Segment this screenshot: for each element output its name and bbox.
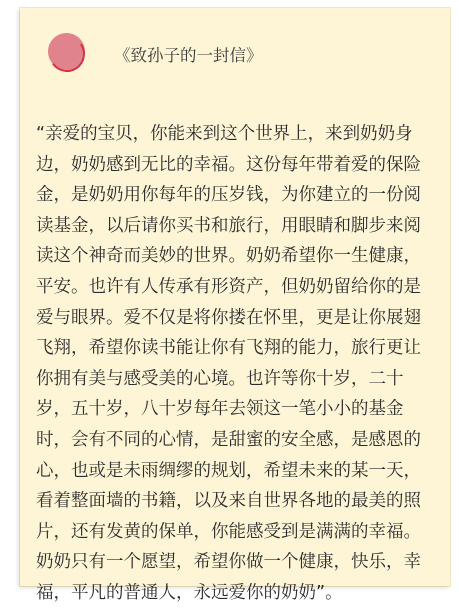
letter-line: 福，平凡的普通人，永远爱你的奶奶”。 xyxy=(36,582,343,603)
letter-line: 金，是奶奶用你每年的压岁钱，为你建立的一份阅 xyxy=(36,185,421,206)
letter-line: 平安。也许有人传承有形资产，但奶奶留给你的是 xyxy=(36,276,421,297)
letter-line: 心，也或是未雨绸缪的规划，希望未来的某一天， xyxy=(36,460,421,481)
letter-line: 你拥有美与感受美的心境。也许等你十岁，二十 xyxy=(36,368,404,389)
letter-line: 读这个神奇而美妙的世界。奶奶希望你一生健康， xyxy=(36,246,421,267)
letter-title: 《致孙子的一封信》 xyxy=(114,46,263,65)
letter-body xyxy=(36,119,448,609)
red-seal-icon xyxy=(48,33,85,70)
letter-line: 奶奶只有一个愿望，希望你做一个健康，快乐，幸 xyxy=(36,552,421,573)
letter-line: 边，奶奶感到无比的幸福。这份每年带着爱的保险 xyxy=(36,154,421,175)
letter-line: 读基金，以后请你买书和旅行，用眼睛和脚步来阅 xyxy=(36,215,421,236)
letter-line: “亲爱的宝贝，你能来到这个世界上，来到奶奶身 xyxy=(36,124,413,144)
letter-line: 看着整面墙的书籍，以及来自世界各地的最美的照 xyxy=(36,491,421,512)
letter-line: 飞翔，希望你读书能让你有飞翔的能力，旅行更让 xyxy=(36,338,421,359)
letter-line: 爱与眼界。爱不仅是将你搂在怀里，更是让你展翅 xyxy=(36,307,421,328)
letter-line: 片，还有发黄的保单，你能感受到是满满的幸福。 xyxy=(36,521,421,542)
letter-line: 时，会有不同的心情，是甜蜜的安全感，是感恩的 xyxy=(36,429,421,450)
letter-line: 岁，五十岁，八十岁每年去领这一笔小小的基金 xyxy=(36,399,404,420)
letter-card xyxy=(20,8,450,603)
